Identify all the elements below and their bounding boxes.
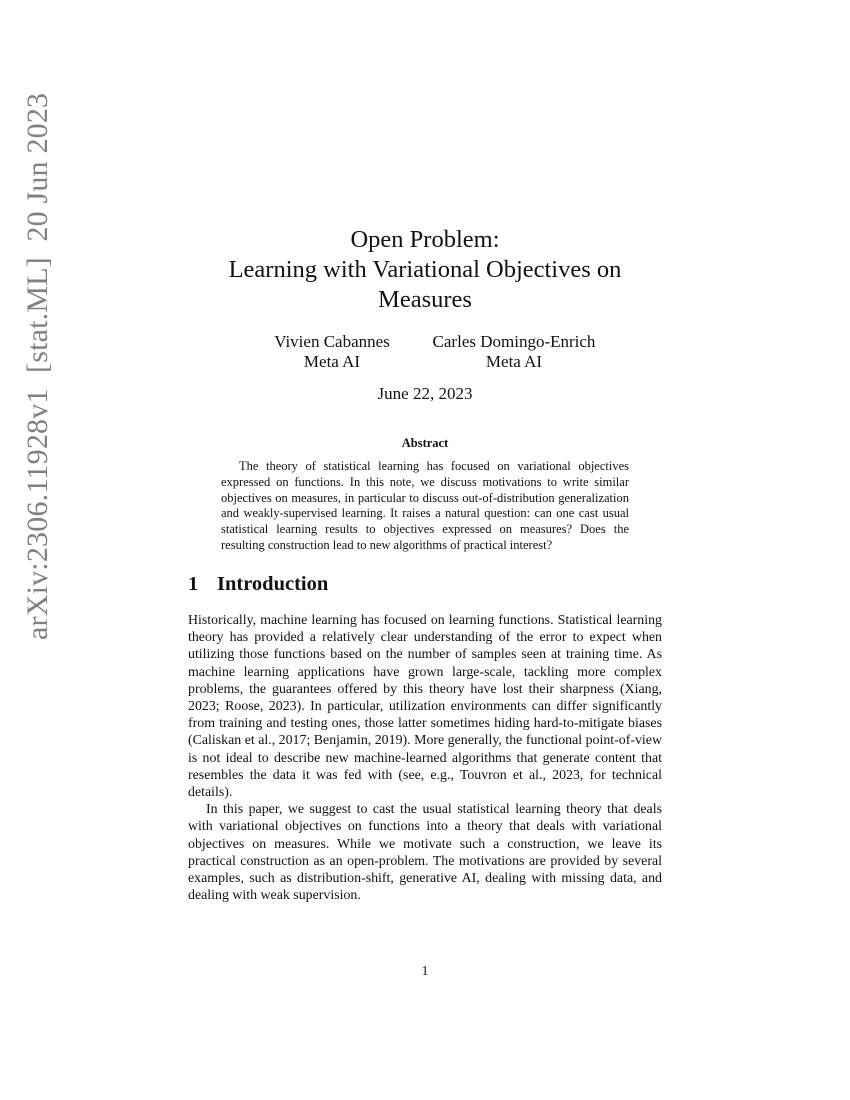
section-number: 1 xyxy=(188,573,199,595)
author-1 xyxy=(252,332,412,372)
author-affiliation: Meta AI xyxy=(303,352,361,371)
abstract-heading: Abstract xyxy=(401,436,449,450)
author-block xyxy=(188,332,662,372)
author-name: Vivien Cabannes xyxy=(274,332,390,351)
paper-title xyxy=(188,225,662,315)
author-2 xyxy=(416,332,612,372)
arxiv-identifier: arXiv:2306.11928v1 [stat.ML] 20 Jun 2023 xyxy=(21,92,54,640)
paragraph: In this paper, we suggest to cast the usual statistical learning theory that deals with variational objectives on functions into a theory that deals with variational objectives on measures. While we motivate such a construction, we leave its practical construction as an open-problem. The motivations are provided by several examples, such as distribution-shift, generative AI, dealing with missing data, and dealing with weak supervision. xyxy=(188,802,662,904)
section-body xyxy=(188,612,662,904)
title-line-3: Measures xyxy=(378,286,472,313)
author-affiliation: Meta AI xyxy=(485,352,543,371)
page-number: 1 xyxy=(421,963,429,978)
section-heading xyxy=(188,573,328,596)
publication-date: June 22, 2023 xyxy=(377,384,473,403)
section-title: Introduction xyxy=(217,573,329,595)
paragraph: Historically, machine learning has focused on learning functions. Statistical learning theory has provided a relatively clear understanding of the error to expect when utilizing those functions based on the number of samples seen at training time. As machine learning applications have grown large-scale, tackling more complex problems, the guarantees offered by this theory have lost their sharpness (Xiang, 2023; Roose, 2023). In particular, utilization environments can differ significantly from training and testing ones, those latter sometimes hiding hard-to-mitigate biases (Caliskan et al., 2017; Benjamin, 2019). More generally, the functional point-of-view is not ideal to describe new machine-learned algorithms that generate content that resembles the data it was fed with (see, e.g., Touvron et al., 2023, for technical details). xyxy=(188,613,662,801)
abstract-text: The theory of statistical learning has focused on variational objectives expressed on functions. In this note, we discuss motivations to write similar objectives on measures, in particular to discuss out-of-distribution generalization and weakly-supervised learning. It raises a natural question: can one cast usual statistical learning results to objectives expressed on measures? Does the resulting construction lead to new algorithms of practical interest? xyxy=(221,459,629,552)
title-line-1: Open Problem: xyxy=(350,226,500,253)
title-line-2: Learning with Variational Objectives on xyxy=(228,256,622,283)
author-name: Carles Domingo-Enrich xyxy=(432,332,596,351)
